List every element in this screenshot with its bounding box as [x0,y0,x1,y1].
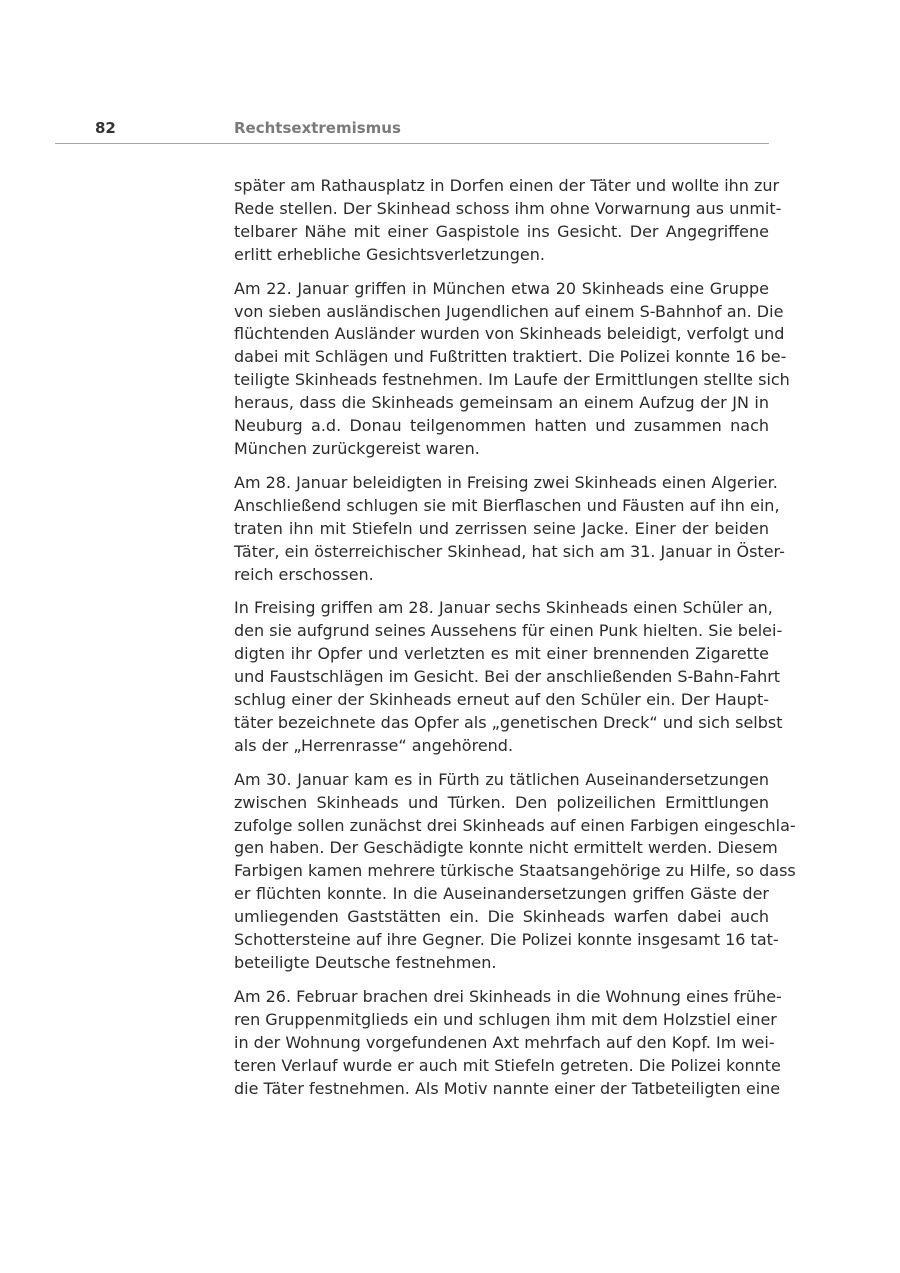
text-line: Neuburg a.d. Donau teilgenommen hatten und zusammen nach [234,416,769,436]
text-line: gen haben. Der Geschädigte konnte nicht ermittelt werden. Diesem [234,838,778,858]
text-line: dabei mit Schlägen und Fußtritten traktiert. Die Polizei konnte 16 be- [234,347,787,367]
text-line: München zurückgereist waren. [234,438,480,458]
text-line: zwischen Skinheads und Türken. Den polizeilichen Ermittlungen [234,792,769,812]
text-line: die Täter festnehmen. Als Motiv nannte einer der Tatbeteiligten eine [234,1078,781,1098]
text-line: telbarer Nähe mit einer Gaspistole ins Gesicht. Der Angegriffene [234,221,769,241]
text-line: heraus, dass die Skinheads gemeinsam an einem Aufzug der JN in [234,393,769,413]
paragraph [234,769,796,975]
text-line: Am 28. Januar beleidigten in Freising zwei Skinheads einen Algerier. [234,472,778,492]
text-line: zufolge sollen zunächst drei Skinheads auf einen Farbigen eingeschla- [234,815,796,835]
text-line: traten ihn mit Stiefeln und zerrissen seine Jacke. Einer der beiden [234,518,769,538]
text-line: umliegenden Gaststätten ein. Die Skinheads warfen dabei auch [234,907,769,927]
text-line: den sie aufgrund seines Aussehens für einen Punk hielten. Sie belei- [234,621,783,641]
paragraph [234,986,782,1101]
text-line: teren Verlauf wurde er auch mit Stiefeln getreten. Die Polizei konnte [234,1055,781,1075]
text-line: schlug einer der Skinheads erneut auf den Schüler ein. Der Haupt- [234,690,769,710]
text-line: teiligte Skinheads festnehmen. Im Laufe der Ermittlungen stellte sich [234,370,790,390]
text-line: reich erschossen. [234,564,374,584]
text-line: Rede stellen. Der Skinhead schoss ihm ohne Vorwarnung aus unmit- [234,198,782,218]
paragraph [234,472,785,587]
text-line: und Faustschlägen im Gesicht. Bei der anschließenden S-Bahn-Fahrt [234,667,781,687]
text-line: In Freising griffen am 28. Januar sechs Skinheads einen Schüler an, [234,598,773,618]
paragraph [234,175,782,267]
text-line: Farbigen kamen mehrere türkische Staatsangehörige zu Hilfe, so dass [234,861,796,881]
text-line: ren Gruppenmitglieds ein und schlugen ihm mit dem Holzstiel einer [234,1009,777,1029]
paragraph [234,597,783,757]
text-line: Täter, ein österreichischer Skinhead, hat sich am 31. Januar in Öster- [234,541,785,561]
paragraph [234,278,790,461]
text-line: in der Wohnung vorgefundenen Axt mehrfach auf den Kopf. Im wei- [234,1032,775,1052]
text-line: flüchtenden Ausländer wurden von Skinheads beleidigt, verfolgt und [234,324,785,344]
text-line: von sieben ausländischen Jugendlichen auf einem S-Bahnhof an. Die [234,301,784,321]
text-line: Schottersteine auf ihre Gegner. Die Polizei konnte insgesamt 16 tat- [234,930,779,950]
body-text [234,175,796,1111]
text-line: später am Rathausplatz in Dorfen einen der Täter und wollte ihn zur [234,176,780,195]
text-line: er flüchten konnte. In die Auseinandersetzungen griffen Gäste der [234,884,769,904]
page-header [55,116,769,144]
text-line: erlitt erhebliche Gesichtsverletzungen. [234,244,545,264]
running-title: Rechtsextremismus [234,119,401,137]
text-line: beteiligte Deutsche festnehmen. [234,953,497,972]
text-line: Am 30. Januar kam es in Fürth zu tätlichen Auseinandersetzungen [234,769,769,789]
text-line: Am 22. Januar griffen in München etwa 20 Skinheads eine Gruppe [234,278,769,298]
text-line: Anschließend schlugen sie mit Bierflaschen und Fäusten auf ihn ein, [234,495,780,515]
text-line: täter bezeichnete das Opfer als „genetischen Dreck“ und sich selbst [234,712,783,732]
text-line: als der „Herrenrasse“ angehörend. [234,735,514,755]
text-line: digten ihr Opfer und verletzten es mit einer brennenden Zigarette [234,644,769,664]
text-line: Am 26. Februar brachen drei Skinheads in die Wohnung eines frühe- [234,986,782,1006]
page-number: 82 [95,119,116,137]
